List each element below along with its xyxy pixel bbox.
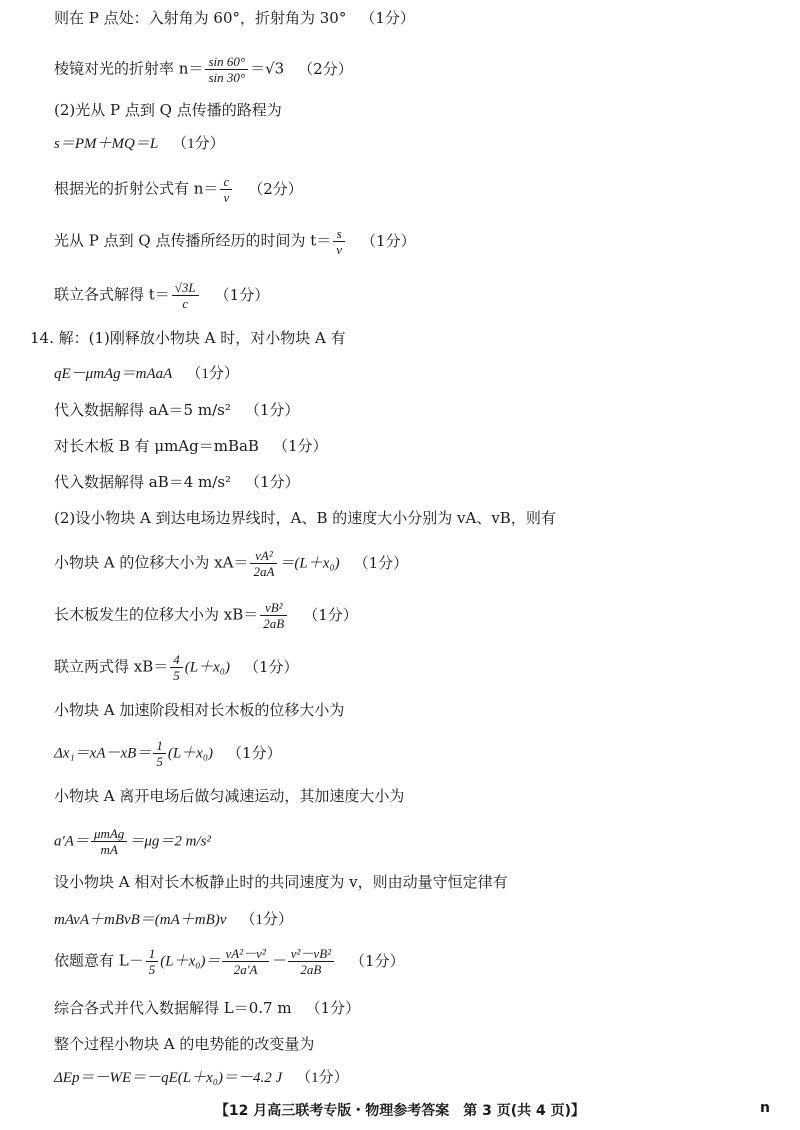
score: （1分） bbox=[303, 605, 358, 624]
score: （1分） bbox=[272, 437, 328, 455]
fraction: $\frac{s}{v}$ bbox=[333, 226, 345, 257]
line-text: 根据光的折射公式有 n＝ bbox=[54, 179, 219, 198]
fraction: $\frac{\text{μmAg}}{mA}$ bbox=[91, 826, 127, 857]
line-force-b bbox=[54, 436, 328, 456]
fraction: $\frac{1}{5}$ bbox=[146, 946, 159, 977]
score: （1分） bbox=[227, 743, 282, 762]
equation: ＝(L＋x₀) bbox=[279, 555, 340, 572]
score: （2分） bbox=[298, 59, 353, 78]
fraction: $\frac{\text{v²－vB²}}{2aB}$ bbox=[288, 946, 334, 977]
score: （1分） bbox=[172, 136, 225, 152]
line-accel-b bbox=[54, 472, 300, 492]
line-displacement-a bbox=[54, 548, 408, 579]
line-path-heading bbox=[54, 100, 282, 120]
line-text: 对长木板 B 有 μmAg＝mBaB bbox=[54, 437, 259, 455]
line-part2-heading bbox=[54, 508, 556, 528]
line-deceleration-heading bbox=[54, 786, 404, 806]
line-accel-a bbox=[54, 400, 299, 420]
fraction: $\frac{c}{v}$ bbox=[220, 174, 232, 205]
equation: qE－μmAg＝mAaA bbox=[54, 366, 173, 382]
line-momentum-equation bbox=[54, 910, 293, 930]
corner-mark: n bbox=[760, 1100, 770, 1116]
fraction: $\frac{1}{5}$ bbox=[153, 738, 166, 769]
line-force-a bbox=[54, 364, 239, 384]
line-text: 小物块 A 加速阶段相对长木板的位移大小为 bbox=[54, 701, 345, 719]
line-text: 设小物块 A 相对长木板静止时的共同速度为 v，则由动量守恒定律有 bbox=[54, 873, 508, 891]
line-time-formula bbox=[54, 226, 416, 257]
fraction: $\frac{√3L}{c}$ bbox=[172, 280, 199, 311]
score: （1分） bbox=[350, 951, 405, 970]
score: （1分） bbox=[240, 912, 293, 928]
score: （1分） bbox=[361, 231, 416, 250]
line-potential-energy bbox=[54, 1068, 349, 1088]
line-displacement-b bbox=[54, 600, 358, 631]
score: （1分） bbox=[245, 473, 300, 491]
equation: ＝μg＝2 m/s² bbox=[129, 833, 211, 850]
equation: (L＋x₀) bbox=[167, 745, 214, 762]
line-refractive-index bbox=[54, 54, 353, 85]
line-deceleration bbox=[54, 826, 211, 857]
equation: mAvA＋mBvB＝(mA＋mB)v bbox=[54, 912, 227, 928]
score: （1分） bbox=[243, 657, 299, 676]
line-text: 代入数据解得 aB＝4 m/s² bbox=[54, 473, 232, 491]
score: （1分） bbox=[305, 999, 361, 1017]
fraction: $\frac{\sin 60^\circ}{\sin 30^\circ}$ bbox=[205, 54, 248, 85]
equation: Δx₁＝xA－xB＝ bbox=[54, 745, 152, 762]
line-text: 小物块 A 的位移大小为 xA＝ bbox=[54, 553, 249, 572]
equation: s＝PM＋MQ＝L bbox=[54, 136, 159, 152]
line-text: (2)设小物块 A 到达电场边界线时，A、B 的速度大小分别为 vA、vB，则有 bbox=[54, 509, 556, 527]
line-incidence-angles bbox=[54, 8, 415, 28]
line-text: 小物块 A 离开电场后做匀减速运动，其加速度大小为 bbox=[54, 787, 405, 805]
fraction: $\frac{\text{vB²}}{2aB}$ bbox=[260, 600, 287, 631]
equation: ΔEp＝－WE＝－qE(L＋x₀)＝－4.2 J bbox=[54, 1070, 283, 1086]
line-potential-energy-heading bbox=[54, 1034, 314, 1054]
line-text: 联立各式解得 t＝ bbox=[54, 285, 170, 304]
equation: a′A＝ bbox=[54, 833, 89, 850]
line-text: 14. 解：(1)刚释放小物块 A 时，对小物块 A 有 bbox=[30, 329, 346, 347]
question-14-heading bbox=[30, 328, 346, 348]
line-text: 代入数据解得 aA＝5 m/s² bbox=[54, 401, 231, 419]
line-relative-displacement bbox=[54, 738, 282, 769]
page-footer: 【12 月高三联考专版・物理参考答案 第 3 页(共 4 页)】 bbox=[214, 1103, 586, 1119]
score: （2分） bbox=[248, 179, 303, 198]
line-text: 则在 P 点处：入射角为 60°，折射角为 30° bbox=[54, 9, 347, 27]
line-condition-equation bbox=[54, 946, 405, 977]
line-text: 依题意有 L－ bbox=[54, 951, 144, 970]
line-text: 长木板发生的位移大小为 xB＝ bbox=[54, 605, 259, 624]
score: （1分） bbox=[353, 553, 409, 572]
score: （1分） bbox=[244, 401, 300, 419]
score: （1分） bbox=[186, 366, 239, 382]
line-text: 光从 P 点到 Q 点传播所经历的时间为 t＝ bbox=[54, 231, 332, 250]
fraction: $\frac{\text{vA²}}{2aA}$ bbox=[250, 548, 277, 579]
line-text: 整个过程小物块 A 的电势能的改变量为 bbox=[54, 1035, 315, 1053]
line-text: (2)光从 P 点到 Q 点传播的路程为 bbox=[54, 101, 282, 119]
fraction: $\frac{\text{vA²－v²}}{2a'A}$ bbox=[222, 946, 268, 977]
line-text: 综合各式并代入数据解得 L＝0.7 m bbox=[54, 999, 292, 1017]
line-combine-xb bbox=[54, 652, 299, 683]
line-path-equation bbox=[54, 134, 225, 154]
line-text: 联立两式得 xB＝ bbox=[54, 657, 169, 676]
line-text: ＝√3 bbox=[250, 59, 285, 78]
line-relative-displacement-heading bbox=[54, 700, 344, 720]
score: （1分） bbox=[296, 1070, 349, 1086]
line-momentum-heading bbox=[54, 872, 508, 892]
score: （1分） bbox=[360, 9, 415, 27]
line-refraction-formula bbox=[54, 174, 303, 205]
equation: (L＋x₀) bbox=[184, 659, 230, 676]
line-time-solution bbox=[54, 280, 269, 311]
line-length-solution bbox=[54, 998, 360, 1018]
equation: － bbox=[270, 953, 286, 970]
fraction: $\frac{4}{5}$ bbox=[170, 652, 183, 683]
equation: (L＋x₀)＝ bbox=[160, 953, 221, 970]
line-text: 棱镜对光的折射率 n＝ bbox=[54, 59, 204, 78]
score: （1分） bbox=[214, 285, 270, 304]
